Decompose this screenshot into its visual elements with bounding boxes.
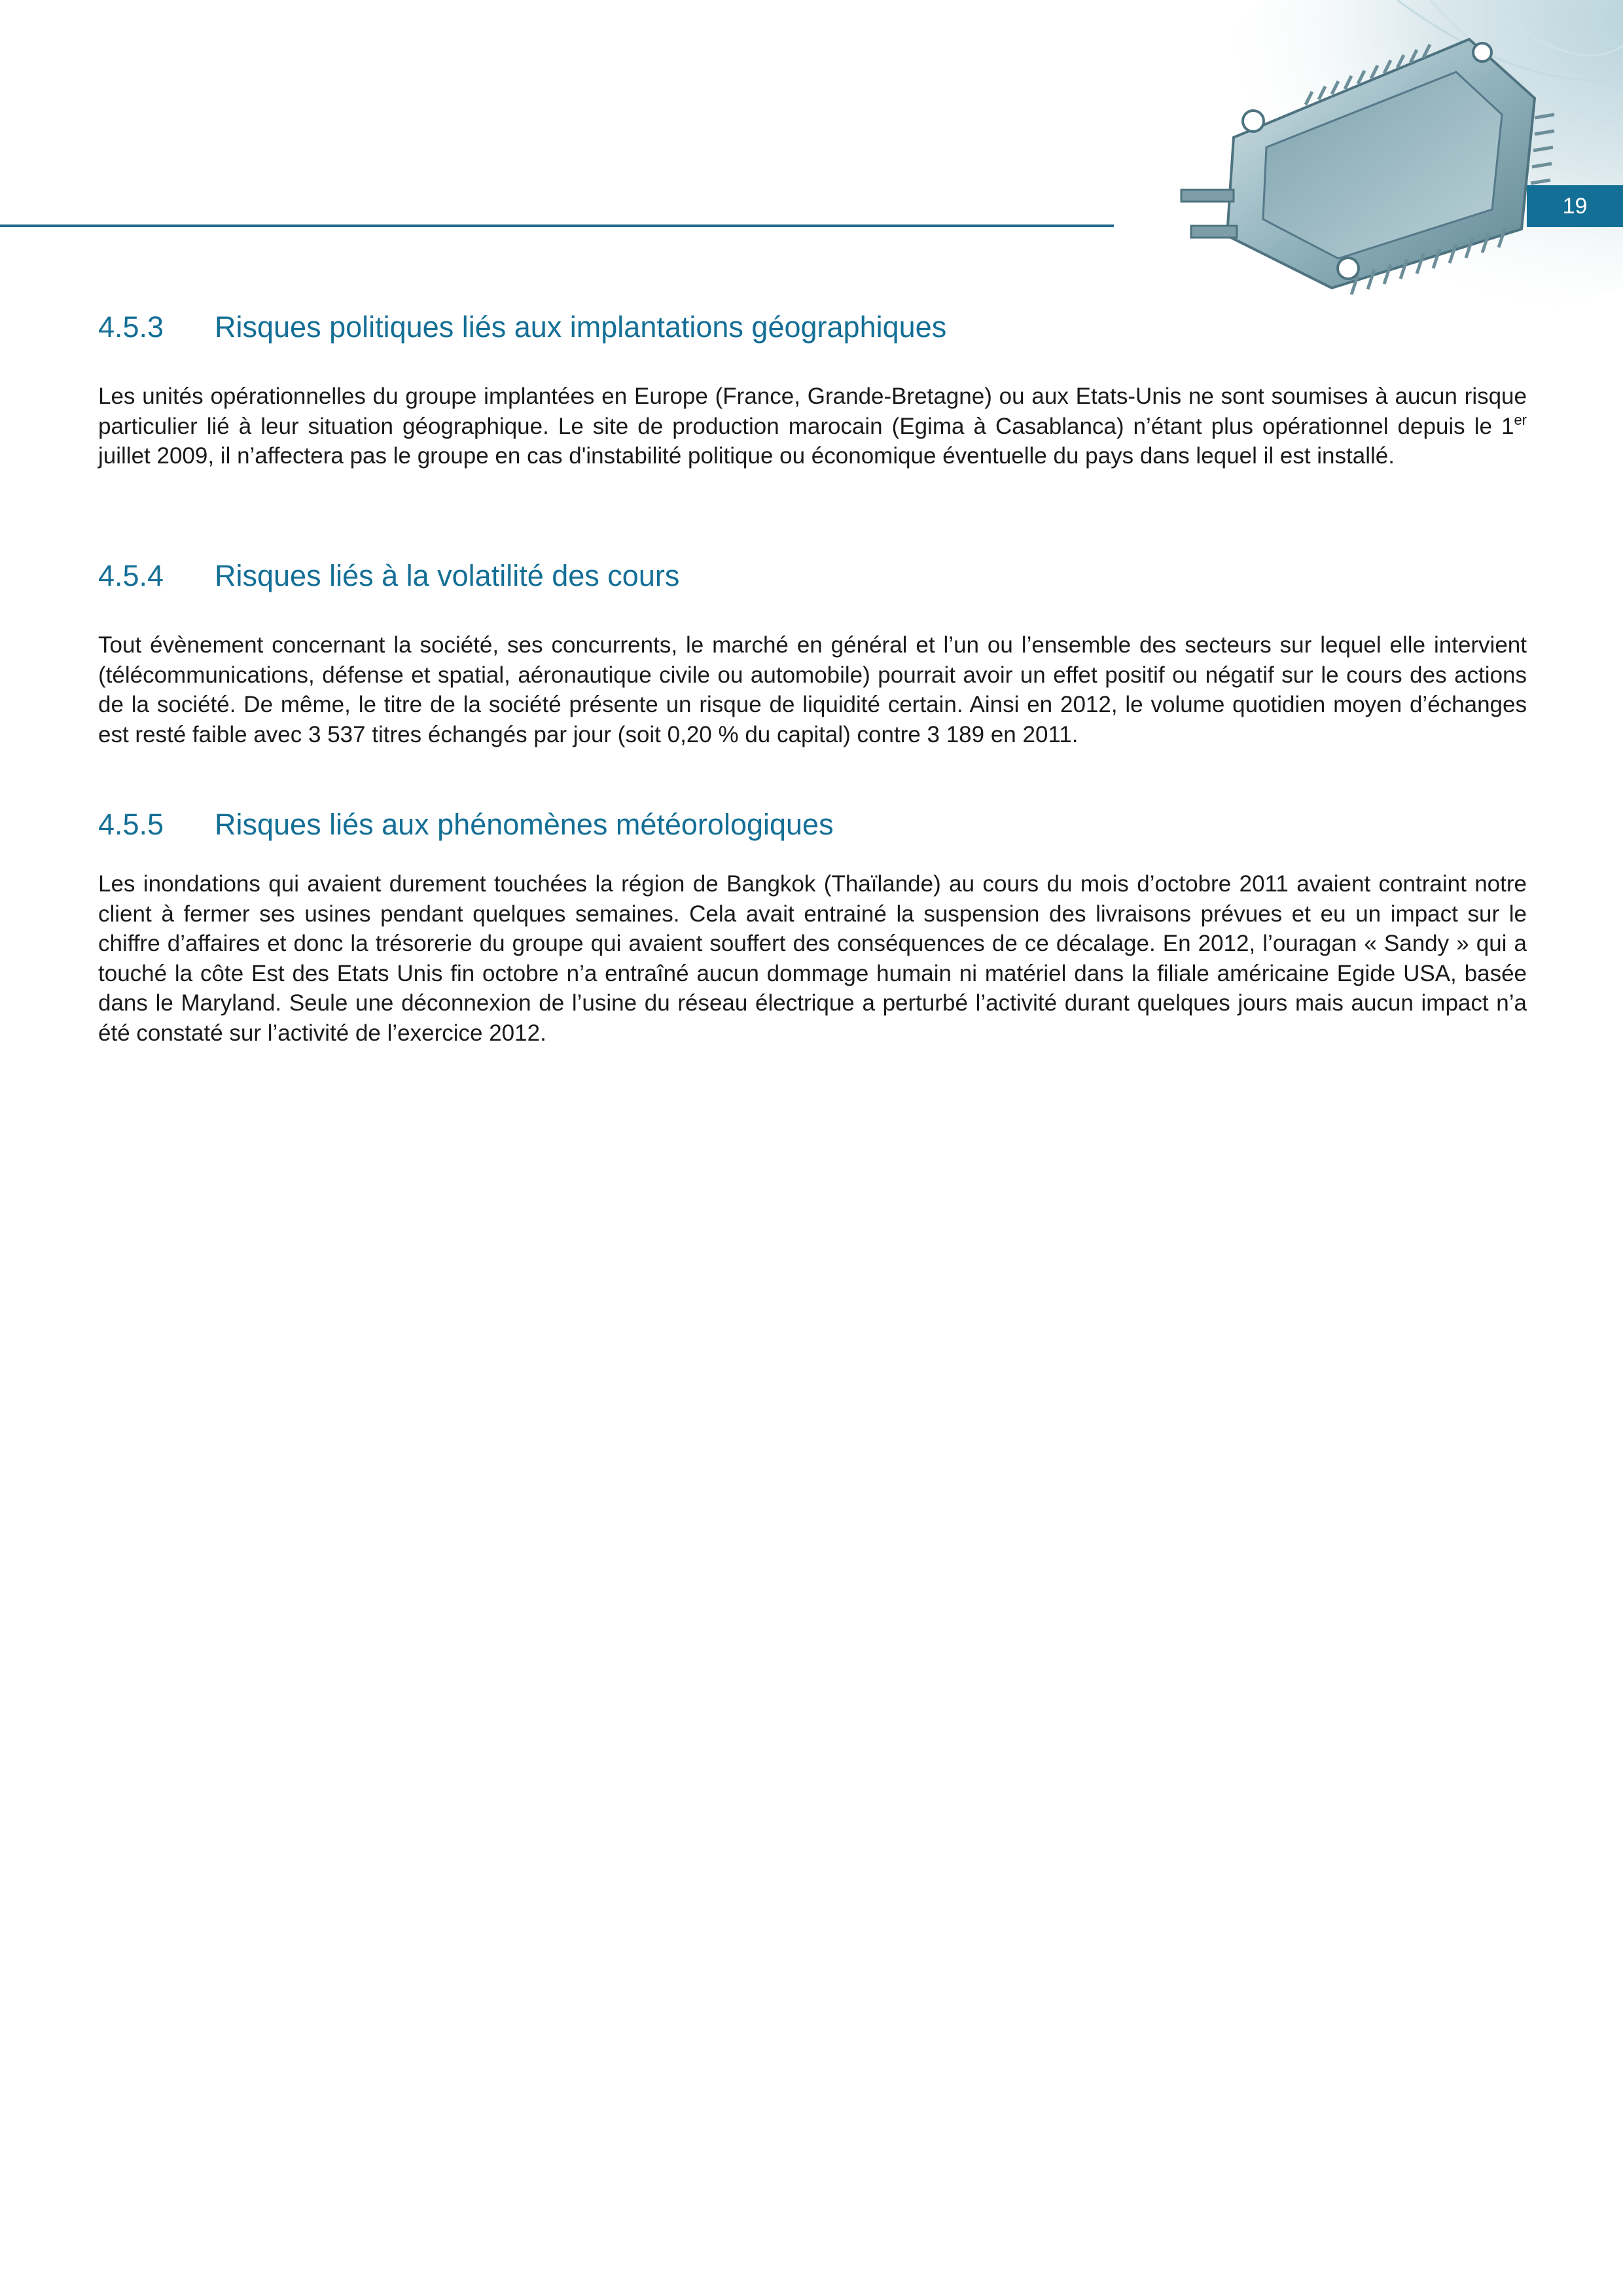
body-text: Les unités opérationnelles du groupe implantées en Europe (France, Grande-Bretagne) ou aux Etats-Unis ne sont soumises à aucun risque particulier lié à leur situation géographique. Le site de production marocain (Egima à Casablanca) n’étant plus opérationnel depuis le 1 bbox=[98, 384, 1527, 439]
section-title: Risques politiques liés aux implantations géographiques bbox=[215, 310, 947, 344]
section-4-5-5 bbox=[98, 806, 1527, 1048]
section-heading bbox=[98, 806, 1527, 843]
hermetic-package-illustration bbox=[1116, 0, 1623, 308]
section-4-5-4 bbox=[98, 558, 1527, 749]
section-number: 4.5.4 bbox=[98, 559, 164, 592]
section-body: Tout évènement concernant la société, ses concurrents, le marché en général et l’un ou l’ensemble des secteurs sur lequel elle intervient (télécommunications, défense et spatial, aéronautique civile ou automobile) pourrait avoir un effet positif ou négatif sur le cours des actions de la société. De même, le titre de la société présente un risque de liquidité certain. Ainsi en 2012, le volume quotidien moyen d’échanges est resté faible avec 3 537 titres échangés par jour (soit 0,20 % du capital) contre 3 189 en 2011. bbox=[98, 632, 1527, 747]
section-number: 4.5.5 bbox=[98, 808, 164, 841]
ordinal-superscript: er bbox=[1514, 411, 1527, 428]
section-heading bbox=[98, 558, 1527, 594]
section-heading bbox=[98, 309, 1527, 346]
section-title: Risques liés aux phénomènes météorologiques bbox=[215, 808, 834, 841]
header-rule bbox=[0, 224, 1114, 227]
section-number: 4.5.3 bbox=[98, 310, 164, 344]
section-4-5-3 bbox=[98, 309, 1527, 471]
page-number: 19 bbox=[1527, 185, 1623, 227]
section-body bbox=[98, 382, 1527, 471]
section-body: Les inondations qui avaient durement touchées la région de Bangkok (Thaïlande) au cours du mois d’octobre 2011 avaient contraint notre client à fermer ses usines pendant quelques semaines. Cela avait entrainé la suspension des livraisons prévues et eu un impact sur le chiffre d’affaires et donc la trésorerie du groupe qui avaient souffert des conséquences de ce décalage. En 2012, l’ouragan « Sandy » qui a touché la côte Est des Etats Unis fin octobre n’a entraîné aucun dommage humain ni matériel dans la filiale américaine Egide USA, basée dans le Maryland. Seule une déconnexion de l’usine du réseau électrique a perturbé l’activité durant quelques jours mais aucun impact n’a été constaté sur l’activité de l’exercice 2012. bbox=[98, 871, 1527, 1046]
body-text-continued: juillet 2009, il n’affectera pas le groupe en cas d'instabilité politique ou économique éventuelle du pays dans lequel il est installé. bbox=[98, 443, 1395, 469]
section-title: Risques liés à la volatilité des cours bbox=[215, 559, 680, 592]
